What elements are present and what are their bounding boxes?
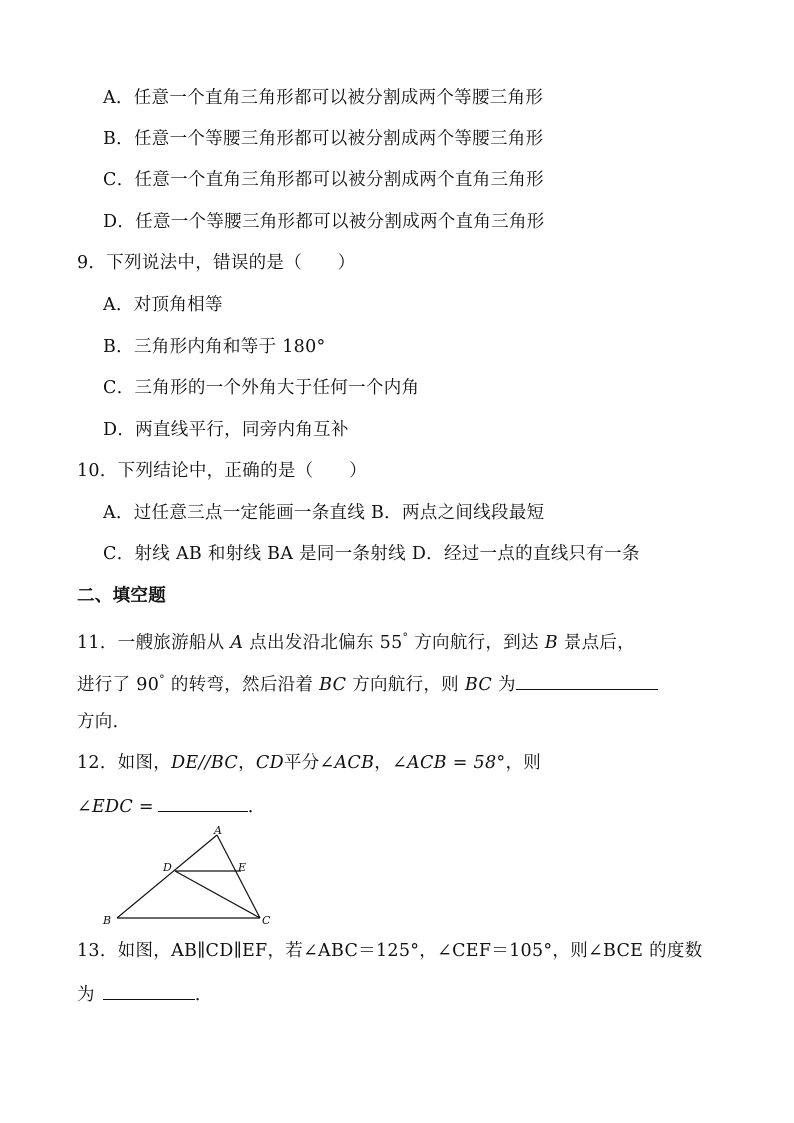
q9-option-c: C．三角形的一个外角大于任何一个内角 <box>103 378 420 398</box>
q13-stem: 13．如图，AB∥CD∥EF，若∠ABC＝125°，∠CEF＝105°，则∠BCE 的度数 <box>77 941 703 961</box>
q9-option-d: D．两直线平行，同旁内角互补 <box>103 420 349 440</box>
q13-answer-blank[interactable] <box>103 981 195 1000</box>
q9-option-a: A．对顶角相等 <box>103 295 223 315</box>
q10-option-b: B．两点之间线段最短 <box>371 503 545 523</box>
q10-options-row-2 <box>103 542 640 566</box>
q10-stem: 10．下列结论中，正确的是（ ） <box>77 461 367 481</box>
q10-options-row-1 <box>103 501 544 525</box>
q11-line-2: 进行了 90° 的转弯，然后沿着 BC 方向航行，则 BC 为 <box>77 668 658 697</box>
q10-option-c: C．射线 AB 和射线 BA 是同一条射线 <box>103 544 406 564</box>
q8-option-b: B．任意一个等腰三角形都可以被分割成两个等腰三角形 <box>103 129 544 149</box>
label-c: C <box>262 914 271 927</box>
q10-option-a: A．过任意三点一定能画一条直线 <box>103 503 366 523</box>
q11-line-3: 方向． <box>77 712 131 732</box>
label-d: D <box>163 861 172 874</box>
section-heading-fill-in: 二、填空题 <box>77 586 166 606</box>
q11-line-1: 11．一艘旅游船从 A 点出发沿北偏东 55° 方向航行，到达 B 景点后， <box>77 631 635 653</box>
q12-answer-line: ∠EDC = ． <box>77 793 266 819</box>
segment-ab <box>117 835 217 918</box>
q11-answer-blank[interactable] <box>516 671 658 690</box>
label-b: B <box>103 914 112 927</box>
q8-option-c: C．任意一个直角三角形都可以被分割成两个直角三角形 <box>103 170 544 190</box>
q12-stem: 12．如图，DE//BC，CD平分∠ACB，∠ACB = 58°，则 <box>77 753 542 773</box>
q12-answer-blank[interactable] <box>158 793 248 812</box>
q8-option-a: A．任意一个直角三角形都可以被分割成两个等腰三角形 <box>103 88 544 108</box>
q8-option-d: D．任意一个等腰三角形都可以被分割成两个直角三角形 <box>103 212 545 232</box>
q9-stem: 9．下列说法中，错误的是（ ） <box>77 253 356 273</box>
q10-option-d: D．经过一点的直线只有一条 <box>411 544 640 564</box>
label-e: E <box>238 861 247 874</box>
triangle-figure <box>100 825 275 928</box>
q13-answer-line: 为 ． <box>77 981 213 1007</box>
q9-option-b: B．三角形内角和等于 180° <box>103 337 326 357</box>
label-a: A <box>214 825 222 837</box>
